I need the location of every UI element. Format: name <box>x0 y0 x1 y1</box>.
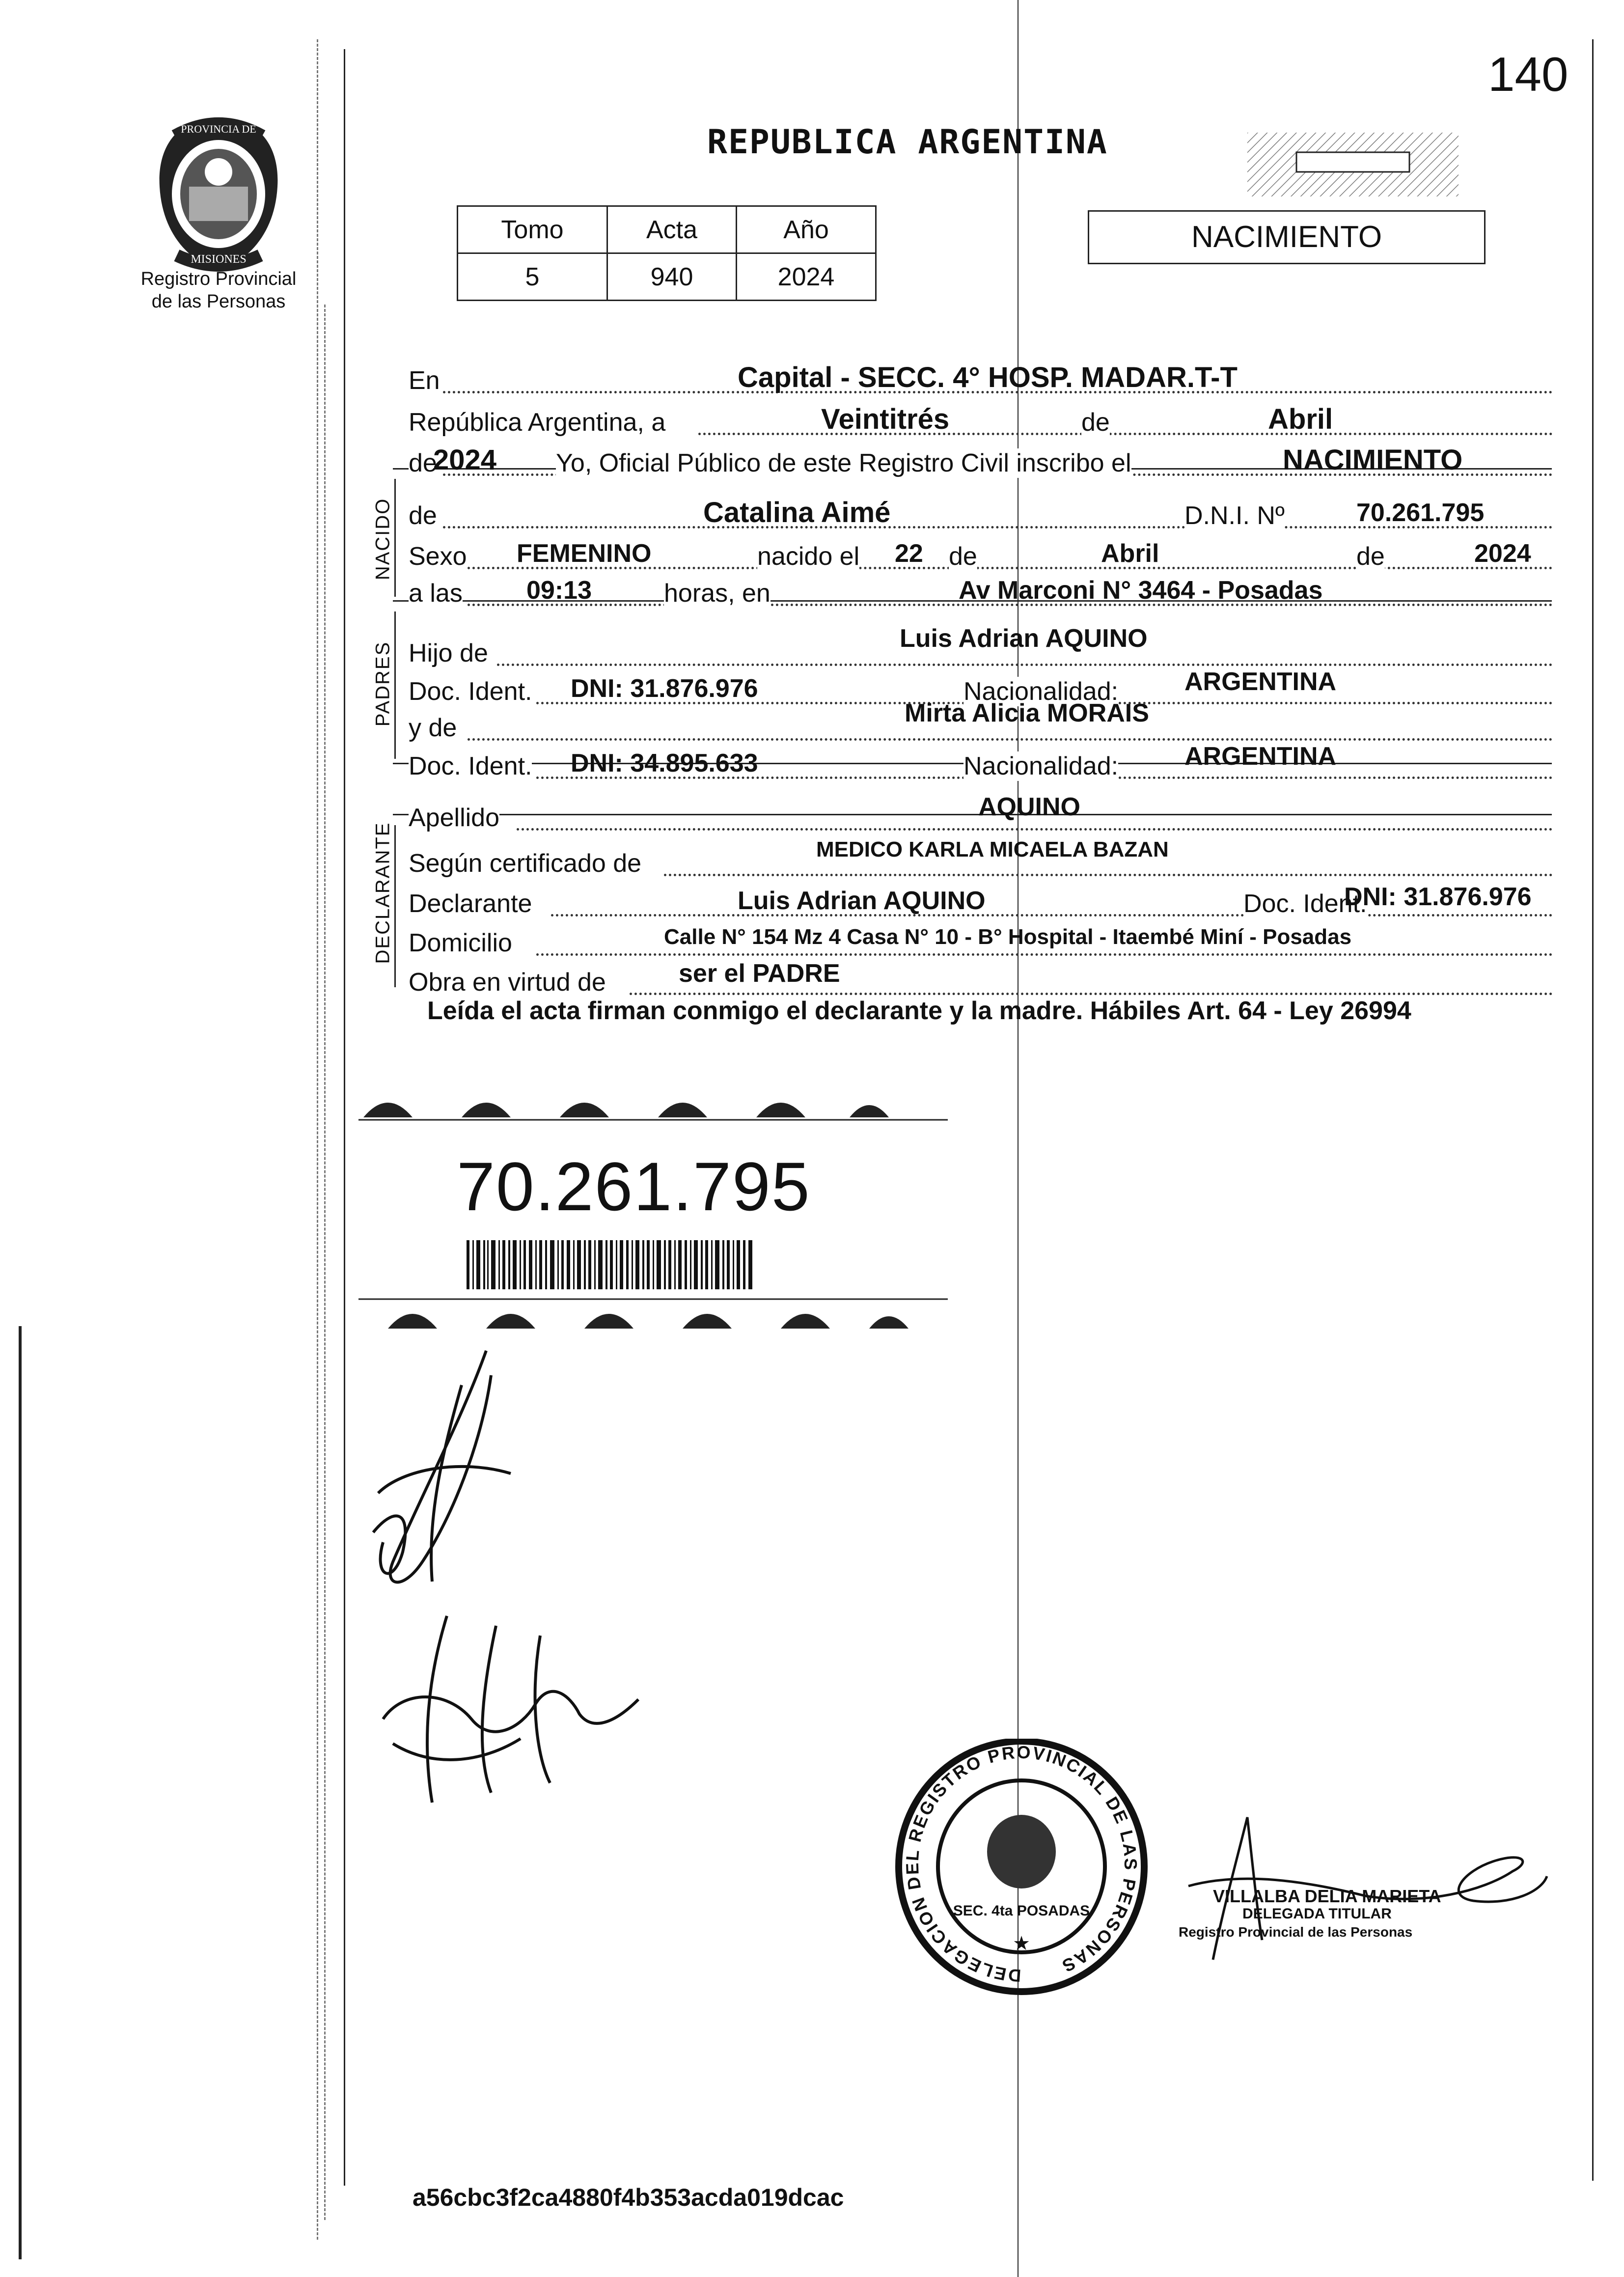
label-en: En <box>409 366 440 395</box>
row-madre-doc <box>409 742 1553 781</box>
label-de: de <box>1081 408 1110 437</box>
value-domicilio: Calle N° 154 Mz 4 Casa N° 10 - B° Hospital - Itaembé Miní - Posadas <box>664 925 1352 949</box>
signer-name: VILLALBA DELIA MARIETA <box>1213 1886 1441 1906</box>
label-hijo-de: Hijo de <box>409 639 488 667</box>
row-declarante <box>409 879 1553 918</box>
header-acta: Acta <box>607 206 737 253</box>
value-anio-inscripcion: 2024 <box>433 444 497 476</box>
registry-caption <box>123 268 314 313</box>
row-nombre <box>409 491 1553 530</box>
value-nombre-madre: Mirta Alicia MORAIS <box>905 699 1149 727</box>
label-a-las: a las <box>409 579 463 608</box>
row-lugar-inscripcion <box>409 356 1553 395</box>
nacido-bracket <box>394 479 396 597</box>
row-padre <box>409 624 1553 668</box>
value-mes-inscripcion: Abril <box>1268 403 1333 435</box>
label-segun-certificado: Según certificado de <box>409 849 642 878</box>
value-nombre-padre: Luis Adrian AQUINO <box>900 624 1148 653</box>
label-doc-ident-declarante: Doc. Ident. <box>1243 889 1367 918</box>
value-hora-nacimiento: 09:13 <box>526 576 592 605</box>
value-dia-inscripcion: Veintitrés <box>821 403 950 435</box>
value-tomo: 5 <box>458 253 607 301</box>
barcode-icon <box>467 1240 752 1289</box>
scan-edge-mark <box>19 1326 22 2259</box>
label-oficial-publico: Yo, Oficial Público de este Registro Civil inscribo el <box>556 449 1131 477</box>
signer-office: Registro Provincial de las Personas <box>1179 1924 1413 1940</box>
label-obra-en-virtud: Obra en virtud de <box>409 968 606 997</box>
label-sexo: Sexo <box>409 542 467 571</box>
row-madre <box>409 699 1553 743</box>
document-hash: a56cbc3f2ca4880f4b353acda019dcac <box>413 2184 844 2211</box>
row-obra-en-virtud <box>409 958 1553 997</box>
label-y-de: y de <box>409 714 457 742</box>
label-apellido: Apellido <box>409 804 500 832</box>
label-de-anio: de <box>409 449 437 477</box>
frame-right-line <box>1592 39 1594 2181</box>
value-certificado: MEDICO KARLA MICAELA BAZAN <box>816 837 1169 861</box>
value-mes-nacimiento: Abril <box>1101 539 1159 568</box>
logo-top-text: PROVINCIA DE <box>181 123 256 135</box>
row-fecha <box>409 398 1553 437</box>
value-lugar-nacimiento: Av Marconi N° 3464 - Posadas <box>959 576 1323 605</box>
value-doc-padre: DNI: 31.876.976 <box>571 674 758 703</box>
official-seal-stamp <box>894 1739 1149 1999</box>
registry-caption-line1: Registro Provincial <box>140 269 297 289</box>
value-tipo-inscripcion: NACIMIENTO <box>1283 444 1463 476</box>
seal-inner-text: SEC. 4ta POSADAS <box>953 1903 1090 1919</box>
value-dia-nacimiento: 22 <box>895 539 923 568</box>
value-anio: 2024 <box>737 253 876 301</box>
star-icon: ★ <box>1013 1932 1030 1955</box>
label-doc-ident-padre: Doc. Ident. <box>409 677 532 706</box>
value-declarante: Luis Adrian AQUINO <box>738 887 986 915</box>
label-republica-argentina: República Argentina, a <box>409 408 666 437</box>
label-de-anio-nacimiento: de <box>1356 542 1385 571</box>
signature-declarante <box>363 1346 521 1601</box>
record-table-header-row <box>458 206 876 253</box>
value-lugar-inscripcion: Capital - SECC. 4° HOSP. MADAR.T-T <box>738 361 1238 393</box>
header-anio: Año <box>737 206 876 253</box>
row-certificado <box>409 839 1553 878</box>
label-doc-ident-madre: Doc. Ident. <box>409 752 532 780</box>
row-hora-lugar <box>409 569 1553 608</box>
label-nacionalidad-madre: Nacionalidad: <box>963 752 1119 780</box>
record-number-table <box>457 205 877 301</box>
label-de-nombre: de <box>409 501 437 530</box>
value-doc-declarante: DNI: 31.876.976 <box>1344 883 1532 911</box>
row-apellido <box>409 793 1553 833</box>
left-margin-dashed-line-2 <box>324 305 326 2220</box>
frame-left-line <box>344 49 345 2186</box>
label-declarante: Declarante <box>409 889 532 918</box>
seal-ring-text: DELEGACION DEL REGISTRO PROVINCIAL DE LAS PERSONAS <box>902 1742 1141 1986</box>
padres-bracket <box>394 611 396 759</box>
row-nacimiento <box>409 532 1553 571</box>
label-domicilio: Domicilio <box>409 929 512 957</box>
value-anio-nacimiento: 2024 <box>1474 539 1531 568</box>
registry-caption-line2: de las Personas <box>151 291 286 312</box>
section-label-declarante: DECLARANTE <box>372 822 394 964</box>
closing-statement: Leída el acta firman conmigo el declarante y la madre. Hábiles Art. 64 - Ley 26994 <box>427 997 1411 1025</box>
row-inscripcion <box>409 439 1553 478</box>
value-acta: 940 <box>607 253 737 301</box>
value-apellido: AQUINO <box>978 793 1080 821</box>
signature-madre <box>373 1606 648 1812</box>
row-domicilio <box>409 918 1553 958</box>
record-kind-box: NACIMIENTO <box>1088 210 1486 264</box>
signer-role: DELEGADA TITULAR <box>1242 1906 1392 1922</box>
record-table-value-row <box>458 253 876 301</box>
value-nombre-nacido: Catalina Aimé <box>703 497 891 528</box>
value-nacionalidad-padre: ARGENTINA <box>1184 667 1337 696</box>
document-title: REPUBLICA ARGENTINA <box>707 123 1108 162</box>
label-dni: D.N.I. Nº <box>1184 501 1285 530</box>
page-number: 140 <box>1488 47 1569 101</box>
left-margin-dashed-line <box>317 39 318 2240</box>
label-de-mes: de <box>949 542 977 571</box>
value-obra-en-virtud: ser el PADRE <box>679 959 840 988</box>
value-nacionalidad-madre: ARGENTINA <box>1184 742 1337 771</box>
value-sexo: FEMENINO <box>517 539 652 568</box>
barcode-dni-number: 70.261.795 <box>457 1148 811 1225</box>
section-label-padres: PADRES <box>372 641 394 727</box>
logo-bottom-text: MISIONES <box>191 253 247 266</box>
value-doc-madre: DNI: 34.895.633 <box>571 749 758 778</box>
declarante-bracket <box>394 825 396 987</box>
fiscal-stamp-icon <box>1247 133 1459 196</box>
label-horas-en: horas, en <box>664 579 771 608</box>
label-nacido-el: nacido el <box>757 542 860 571</box>
header-tomo: Tomo <box>458 206 607 253</box>
value-dni-nacido: 70.261.795 <box>1356 499 1485 527</box>
label-nacionalidad-padre: Nacionalidad: <box>963 677 1119 706</box>
section-label-nacido: NACIDO <box>372 498 394 581</box>
province-coat-of-arms-logo <box>147 113 290 275</box>
